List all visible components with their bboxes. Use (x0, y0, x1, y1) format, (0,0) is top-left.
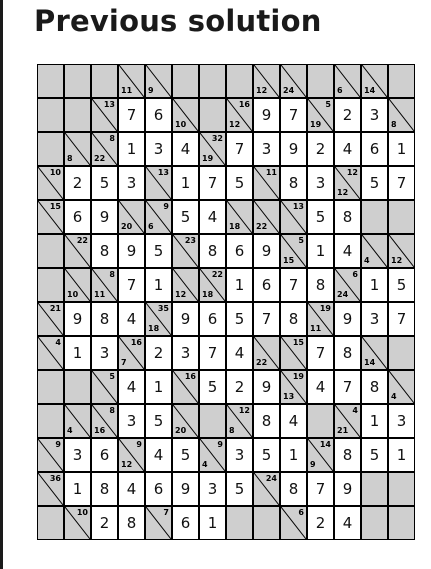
clue-down-sum: 20 (121, 222, 133, 231)
clue-across-sum: 8 (109, 406, 115, 415)
blocked-cell (307, 64, 334, 98)
clue-down-sum: 10 (175, 120, 187, 129)
answer-cell: 2 (307, 506, 334, 540)
clue-down-sum: 12 (121, 460, 133, 469)
answer-cell: 1 (388, 132, 415, 166)
clue-across-sum: 35 (157, 304, 169, 313)
blocked-cell (172, 64, 199, 98)
answer-cell: 3 (361, 302, 388, 336)
blocked-cell (37, 268, 64, 302)
answer-cell: 1 (307, 234, 334, 268)
clue-down-sum: 14 (364, 86, 376, 95)
clue-cell (253, 336, 280, 370)
clue-across-sum: 5 (298, 236, 304, 245)
clue-across-sum: 19 (292, 372, 304, 381)
clue-cell (64, 268, 91, 302)
answer-cell: 1 (280, 438, 307, 472)
clue-cell (172, 370, 199, 404)
blocked-cell (91, 64, 118, 98)
clue-across-sum: 6 (298, 508, 304, 517)
answer-cell: 5 (226, 472, 253, 506)
answer-cell: 1 (199, 506, 226, 540)
blocked-cell (199, 64, 226, 98)
clue-cell (253, 64, 280, 98)
answer-cell: 4 (334, 132, 361, 166)
clue-down-sum: 18 (229, 222, 241, 231)
answer-cell: 9 (253, 370, 280, 404)
blocked-cell (37, 234, 64, 268)
answer-cell: 4 (145, 438, 172, 472)
clue-cell (361, 234, 388, 268)
answer-cell: 4 (334, 506, 361, 540)
answer-cell: 8 (91, 234, 118, 268)
clue-down-sum: 13 (283, 392, 295, 401)
answer-cell: 5 (361, 438, 388, 472)
clue-across-sum: 36 (49, 474, 61, 483)
clue-down-sum: 18 (202, 290, 214, 299)
answer-cell: 2 (64, 166, 91, 200)
answer-cell: 9 (172, 472, 199, 506)
clue-down-sum: 22 (94, 154, 106, 163)
clue-across-sum: 8 (109, 270, 115, 279)
blocked-cell (64, 64, 91, 98)
clue-cell (145, 302, 172, 336)
answer-cell: 7 (199, 336, 226, 370)
clue-down-sum: 9 (310, 460, 316, 469)
clue-cell (199, 268, 226, 302)
clue-across-sum: 10 (49, 168, 61, 177)
clue-across-sum: 23 (184, 236, 196, 245)
clue-cell (226, 200, 253, 234)
clue-down-sum: 12 (256, 86, 268, 95)
clue-cell (64, 404, 91, 438)
clue-across-sum: 13 (292, 202, 304, 211)
blocked-cell (361, 472, 388, 506)
answer-cell: 7 (226, 132, 253, 166)
clue-cell (172, 404, 199, 438)
answer-cell: 6 (199, 302, 226, 336)
clue-across-sum: 16 (238, 100, 250, 109)
clue-across-sum: 8 (109, 134, 115, 143)
blocked-cell (37, 404, 64, 438)
clue-down-sum: 4 (202, 460, 208, 469)
answer-cell: 7 (199, 166, 226, 200)
answer-cell: 9 (334, 302, 361, 336)
blocked-cell (361, 200, 388, 234)
clue-cell (145, 506, 172, 540)
answer-cell: 8 (334, 200, 361, 234)
clue-down-sum: 24 (283, 86, 295, 95)
clue-across-sum: 7 (163, 508, 169, 517)
clue-across-sum: 13 (103, 100, 115, 109)
answer-cell: 9 (253, 234, 280, 268)
answer-cell: 5 (361, 166, 388, 200)
answer-cell: 5 (253, 438, 280, 472)
clue-across-sum: 5 (325, 100, 331, 109)
answer-cell: 1 (118, 132, 145, 166)
answer-cell: 6 (226, 234, 253, 268)
answer-cell: 5 (388, 268, 415, 302)
clue-across-sum: 12 (346, 168, 358, 177)
clue-down-sum: 19 (202, 154, 214, 163)
blocked-cell (307, 404, 334, 438)
clue-cell (388, 234, 415, 268)
clue-cell (253, 472, 280, 506)
clue-across-sum: 9 (217, 440, 223, 449)
clue-across-sum: 9 (163, 202, 169, 211)
blocked-cell (37, 506, 64, 540)
blocked-cell (253, 506, 280, 540)
answer-cell: 5 (199, 370, 226, 404)
clue-across-sum: 13 (157, 168, 169, 177)
clue-cell (64, 234, 91, 268)
clue-down-sum: 4 (67, 426, 73, 435)
blocked-cell (388, 64, 415, 98)
clue-across-sum: 32 (211, 134, 223, 143)
clue-cell (118, 200, 145, 234)
answer-cell: 3 (307, 166, 334, 200)
clue-down-sum: 11 (310, 324, 322, 333)
clue-down-sum: 10 (67, 290, 79, 299)
answer-cell: 6 (145, 472, 172, 506)
answer-cell: 3 (64, 438, 91, 472)
answer-cell: 8 (280, 166, 307, 200)
clue-cell (64, 132, 91, 166)
clue-cell (91, 268, 118, 302)
blocked-cell (37, 132, 64, 166)
clue-down-sum: 6 (148, 222, 154, 231)
blocked-cell (388, 506, 415, 540)
answer-cell: 4 (118, 302, 145, 336)
answer-cell: 2 (226, 370, 253, 404)
answer-cell: 9 (64, 302, 91, 336)
clue-down-sum: 22 (256, 358, 268, 367)
clue-cell (280, 200, 307, 234)
clue-cell (199, 438, 226, 472)
answer-cell: 2 (145, 336, 172, 370)
answer-cell: 8 (91, 302, 118, 336)
clue-down-sum: 21 (337, 426, 349, 435)
answer-cell: 2 (91, 506, 118, 540)
clue-across-sum: 22 (211, 270, 223, 279)
clue-cell (37, 472, 64, 506)
answer-cell: 8 (334, 438, 361, 472)
clue-cell (145, 200, 172, 234)
answer-cell: 7 (334, 370, 361, 404)
blocked-cell (388, 200, 415, 234)
clue-cell (37, 166, 64, 200)
clue-across-sum: 6 (352, 270, 358, 279)
answer-cell: 8 (361, 370, 388, 404)
answer-cell: 4 (118, 370, 145, 404)
clue-cell (226, 404, 253, 438)
answer-cell: 3 (118, 166, 145, 200)
clue-across-sum: 4 (55, 338, 61, 347)
answer-cell: 7 (118, 98, 145, 132)
answer-cell: 5 (307, 200, 334, 234)
clue-across-sum: 9 (136, 440, 142, 449)
clue-cell (91, 404, 118, 438)
clue-down-sum: 16 (94, 426, 106, 435)
clue-cell (253, 200, 280, 234)
blocked-cell (199, 98, 226, 132)
clue-cell (280, 64, 307, 98)
answer-cell: 8 (199, 234, 226, 268)
clue-down-sum: 11 (94, 290, 106, 299)
answer-cell: 3 (226, 438, 253, 472)
clue-cell (172, 268, 199, 302)
answer-cell: 1 (388, 438, 415, 472)
answer-cell: 1 (145, 370, 172, 404)
answer-cell: 1 (361, 404, 388, 438)
answer-cell: 5 (91, 166, 118, 200)
clue-cell (172, 98, 199, 132)
answer-cell: 1 (226, 268, 253, 302)
clue-cell (361, 336, 388, 370)
clue-cell (64, 506, 91, 540)
answer-cell: 5 (226, 166, 253, 200)
clue-down-sum: 12 (229, 120, 241, 129)
clue-cell (37, 438, 64, 472)
clue-cell (118, 64, 145, 98)
answer-cell: 4 (334, 234, 361, 268)
clue-down-sum: 8 (67, 154, 73, 163)
clue-cell (37, 302, 64, 336)
clue-across-sum: 15 (292, 338, 304, 347)
answer-cell: 6 (253, 268, 280, 302)
clue-across-sum: 21 (49, 304, 61, 313)
blocked-cell (64, 98, 91, 132)
answer-cell: 7 (118, 268, 145, 302)
answer-cell: 5 (145, 234, 172, 268)
blocked-cell (37, 64, 64, 98)
answer-cell: 7 (253, 302, 280, 336)
answer-cell: 1 (145, 268, 172, 302)
clue-cell (280, 234, 307, 268)
answer-cell: 2 (307, 132, 334, 166)
answer-cell: 6 (145, 98, 172, 132)
answer-cell: 8 (118, 506, 145, 540)
answer-cell: 6 (172, 506, 199, 540)
answer-cell: 3 (199, 472, 226, 506)
clue-across-sum: 12 (238, 406, 250, 415)
page-title: Previous solution (34, 4, 322, 38)
clue-across-sum: 11 (265, 168, 277, 177)
clue-cell (334, 166, 361, 200)
clue-down-sum: 12 (175, 290, 187, 299)
answer-cell: 9 (280, 132, 307, 166)
clue-down-sum: 9 (148, 86, 154, 95)
clue-cell (91, 98, 118, 132)
clue-down-sum: 18 (148, 324, 160, 333)
answer-cell: 9 (91, 200, 118, 234)
clue-cell (37, 336, 64, 370)
clue-cell (253, 166, 280, 200)
clue-cell (361, 64, 388, 98)
left-edge-rule (0, 0, 3, 569)
answer-cell: 3 (91, 336, 118, 370)
answer-cell: 8 (280, 302, 307, 336)
answer-cell: 1 (64, 472, 91, 506)
clue-down-sum: 4 (391, 392, 397, 401)
clue-down-sum: 12 (337, 188, 349, 197)
answer-cell: 7 (307, 472, 334, 506)
answer-cell: 3 (172, 336, 199, 370)
answer-cell: 7 (280, 268, 307, 302)
clue-across-sum: 16 (184, 372, 196, 381)
answer-cell: 9 (253, 98, 280, 132)
answer-cell: 4 (226, 336, 253, 370)
clue-cell (91, 132, 118, 166)
clue-down-sum: 22 (256, 222, 268, 231)
answer-cell: 2 (334, 98, 361, 132)
clue-across-sum: 4 (352, 406, 358, 415)
clue-down-sum: 15 (283, 256, 295, 265)
clue-down-sum: 19 (310, 120, 322, 129)
blocked-cell (388, 472, 415, 506)
blocked-cell (388, 336, 415, 370)
clue-cell (280, 506, 307, 540)
answer-cell: 9 (118, 234, 145, 268)
clue-cell (334, 404, 361, 438)
clue-across-sum: 14 (319, 440, 331, 449)
answer-cell: 5 (145, 404, 172, 438)
clue-across-sum: 16 (130, 338, 142, 347)
answer-cell: 6 (361, 132, 388, 166)
answer-cell: 8 (253, 404, 280, 438)
clue-down-sum: 6 (337, 86, 343, 95)
clue-cell (37, 200, 64, 234)
clue-down-sum: 14 (364, 358, 376, 367)
answer-cell: 1 (361, 268, 388, 302)
clue-across-sum: 19 (319, 304, 331, 313)
answer-cell: 5 (226, 302, 253, 336)
clue-down-sum: 8 (391, 120, 397, 129)
clue-across-sum: 15 (49, 202, 61, 211)
answer-cell: 5 (172, 200, 199, 234)
answer-cell: 6 (91, 438, 118, 472)
clue-across-sum: 24 (265, 474, 277, 483)
answer-cell: 5 (172, 438, 199, 472)
answer-cell: 8 (280, 472, 307, 506)
answer-cell: 1 (64, 336, 91, 370)
clue-across-sum: 9 (55, 440, 61, 449)
answer-cell: 4 (172, 132, 199, 166)
answer-cell: 3 (253, 132, 280, 166)
clue-cell (145, 64, 172, 98)
answer-cell: 8 (307, 268, 334, 302)
answer-cell: 4 (307, 370, 334, 404)
clue-cell (388, 370, 415, 404)
answer-cell: 8 (334, 336, 361, 370)
clue-down-sum: 7 (121, 358, 127, 367)
answer-cell: 9 (334, 472, 361, 506)
clue-down-sum: 12 (391, 256, 403, 265)
answer-cell: 7 (388, 302, 415, 336)
answer-cell: 8 (91, 472, 118, 506)
clue-down-sum: 8 (229, 426, 235, 435)
blocked-cell (226, 506, 253, 540)
clue-cell (226, 98, 253, 132)
clue-cell (280, 336, 307, 370)
answer-cell: 9 (172, 302, 199, 336)
clue-across-sum: 22 (76, 236, 88, 245)
blocked-cell (361, 506, 388, 540)
clue-cell (118, 336, 145, 370)
clue-down-sum: 24 (337, 290, 349, 299)
clue-cell (199, 132, 226, 166)
answer-cell: 3 (145, 132, 172, 166)
clue-down-sum: 4 (364, 256, 370, 265)
answer-cell: 3 (361, 98, 388, 132)
clue-cell (91, 370, 118, 404)
answer-cell: 7 (307, 336, 334, 370)
answer-cell: 4 (118, 472, 145, 506)
clue-cell (145, 166, 172, 200)
answer-cell: 7 (280, 98, 307, 132)
answer-cell: 1 (172, 166, 199, 200)
answer-cell: 4 (280, 404, 307, 438)
clue-cell (388, 98, 415, 132)
blocked-cell (37, 370, 64, 404)
clue-down-sum: 20 (175, 426, 187, 435)
answer-cell: 6 (64, 200, 91, 234)
blocked-cell (199, 404, 226, 438)
answer-cell: 4 (199, 200, 226, 234)
answer-cell: 3 (388, 404, 415, 438)
clue-cell (172, 234, 199, 268)
clue-cell (334, 268, 361, 302)
clue-across-sum: 5 (109, 372, 115, 381)
blocked-cell (37, 98, 64, 132)
clue-cell (118, 438, 145, 472)
clue-cell (307, 438, 334, 472)
clue-cell (307, 98, 334, 132)
clue-cell (307, 302, 334, 336)
clue-down-sum: 11 (121, 86, 133, 95)
answer-cell: 3 (118, 404, 145, 438)
clue-across-sum: 10 (76, 508, 88, 517)
clue-cell (280, 370, 307, 404)
blocked-cell (226, 64, 253, 98)
blocked-cell (64, 370, 91, 404)
answer-cell: 7 (388, 166, 415, 200)
clue-cell (334, 64, 361, 98)
